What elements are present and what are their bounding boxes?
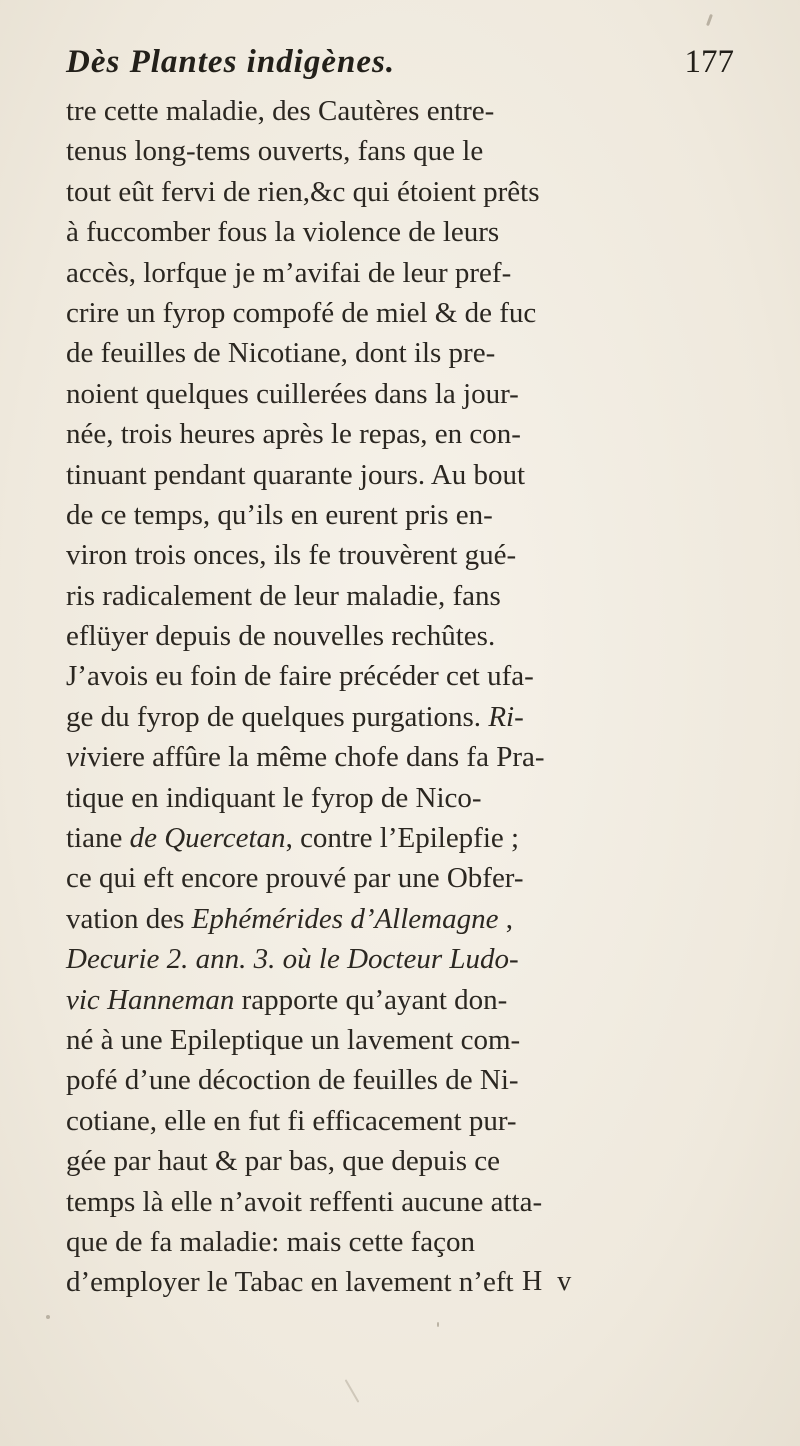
work-title-ephemerides: Ephémérides [191,902,344,935]
paper-speck [706,14,713,26]
line-text: viere affûre la même chofe dans fa Pra- [86,741,545,774]
text-line: viron trois onces, ils fe trouvèrent gué- [66,539,517,572]
text-line: gée par haut & par bas, que depuis ce [66,1145,501,1178]
page-number: 177 [684,44,734,80]
text-line: ce qui eft encore prouvé par une Obfer- [66,862,524,895]
text-line: accès, lorfque je m’avifai de leur pref- [66,256,512,289]
author-name-quercetan: de Quercetan [129,822,286,855]
text-line: ris radicalement de leur maladie, fans [66,579,501,612]
text-line: tre cette maladie, des Cautères entre- [66,95,495,127]
text-line: tenus long-tems ouverts, fans que le [66,135,484,168]
line-text: rapporte qu’ayant don- [234,983,508,1016]
text-line: cotiane, elle en fut fi efficacement pur- [66,1104,517,1137]
text-line [66,980,746,1020]
line-text: vic [66,983,100,1016]
text-line: né à une Epileptique un lavement com- [66,1023,521,1056]
text-line: d’employer le Tabac en lavement n’eft [66,1266,514,1299]
author-name-riviere-end: vi [66,741,87,774]
line-text: ge du fyrop de quelques purgations. [66,700,482,733]
paper-speck [46,1315,50,1319]
running-title: Dès Plantes indigènes. [66,44,396,80]
text-line: temps là elle n’avoit reffenti aucune atta- [66,1185,543,1218]
text-line: crire un fyrop compofé de miel & de fuc [66,296,537,329]
body-text [66,91,746,1303]
text-line [66,899,746,939]
text-line: tout eût fervi de rien,&c qui étoient prêts [66,175,540,208]
line-text: , [505,902,513,935]
text-line: pofé d’une décoction de feuilles de Ni- [66,1064,519,1097]
text-line: que de fa maladie: mais cette façon [66,1225,476,1258]
text-line [66,697,746,737]
author-name-ludovic: Ludo- [449,943,519,976]
text-line: de ce temps, qu’ils en eurent pris en- [66,498,493,531]
text-line: de feuilles de Nicotiane, dont ils pre- [66,337,496,370]
text-line: tinuant pendant quarante jours. Au bout [66,458,526,491]
text-line: eflüyer depuis de nouvelles rechûtes. [66,620,496,653]
text-line: à fuccomber fous la violence de leurs [66,216,500,249]
line-text: tiane [66,822,123,855]
author-name-hanneman: Hanneman [107,983,235,1016]
signature-mark: H v [522,1266,576,1297]
work-title-allemagne: d’Allemagne [350,902,499,935]
text-line: née, trois heures après le repas, en con- [66,418,521,451]
author-name-riviere: Ri- [488,700,524,733]
running-header [66,44,734,88]
text-line: tique en indiquant le fyrop de Nico- [66,781,482,814]
line-text: Decurie 2. ann. 3. où le Docteur [66,943,443,976]
line-text: , contre l’Epilepfie ; [285,822,520,855]
text-line: J’avois eu foin de faire précéder cet ufa- [66,660,534,693]
text-line [66,737,746,777]
paper-speck [437,1322,439,1327]
text-line [66,818,746,858]
text-line [66,939,746,979]
paper-speck [345,1379,360,1403]
text-line: noient quelques cuillerées dans la jour- [66,377,519,410]
line-text: vation des [66,902,185,935]
